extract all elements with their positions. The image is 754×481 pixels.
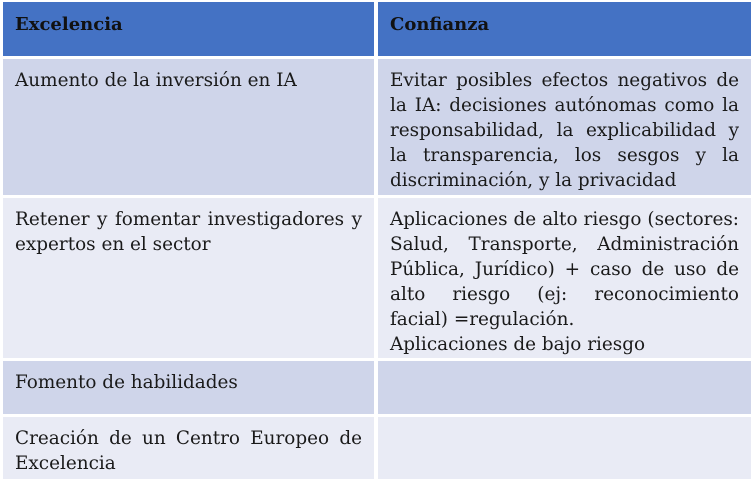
cell-confianza-row-4: [378, 417, 751, 479]
cell-text-extra: Aplicaciones de bajo riesgo: [390, 334, 646, 355]
cell-text: Aplicaciones de alto riesgo (sectores: Salud, Transporte, Administración Pública, Jurídico) + caso de uso de alto riesgo (ej: reconocimiento facial) =regulación.: [390, 209, 739, 330]
cell-excelencia-row-2: [3, 198, 374, 358]
cell-text: Retener y fomentar investigadores y expertos en el sector: [15, 209, 362, 255]
cell-text: Aumento de la inversión en IA: [15, 70, 297, 91]
cell-confianza-row-3: [378, 361, 751, 414]
cell-confianza-row-1: [378, 59, 751, 195]
cell-excelencia-row-3: [3, 361, 374, 414]
cell-text: Creación de un Centro Europeo de Excelencia: [15, 428, 362, 474]
cell-excelencia-row-4: [3, 417, 374, 479]
header-excelencia: Excelencia: [3, 2, 374, 56]
cell-confianza-row-2: [378, 198, 751, 358]
cell-text: Evitar posibles efectos negativos de la IA: decisiones autónomas como la responsabilidad, la explicabilidad y la transparencia, los sesgos y la discriminación, y la privacidad: [390, 70, 739, 191]
header-confianza: Confianza: [378, 2, 751, 56]
cell-text: Fomento de habilidades: [15, 372, 238, 393]
cell-excelencia-row-1: [3, 59, 374, 195]
